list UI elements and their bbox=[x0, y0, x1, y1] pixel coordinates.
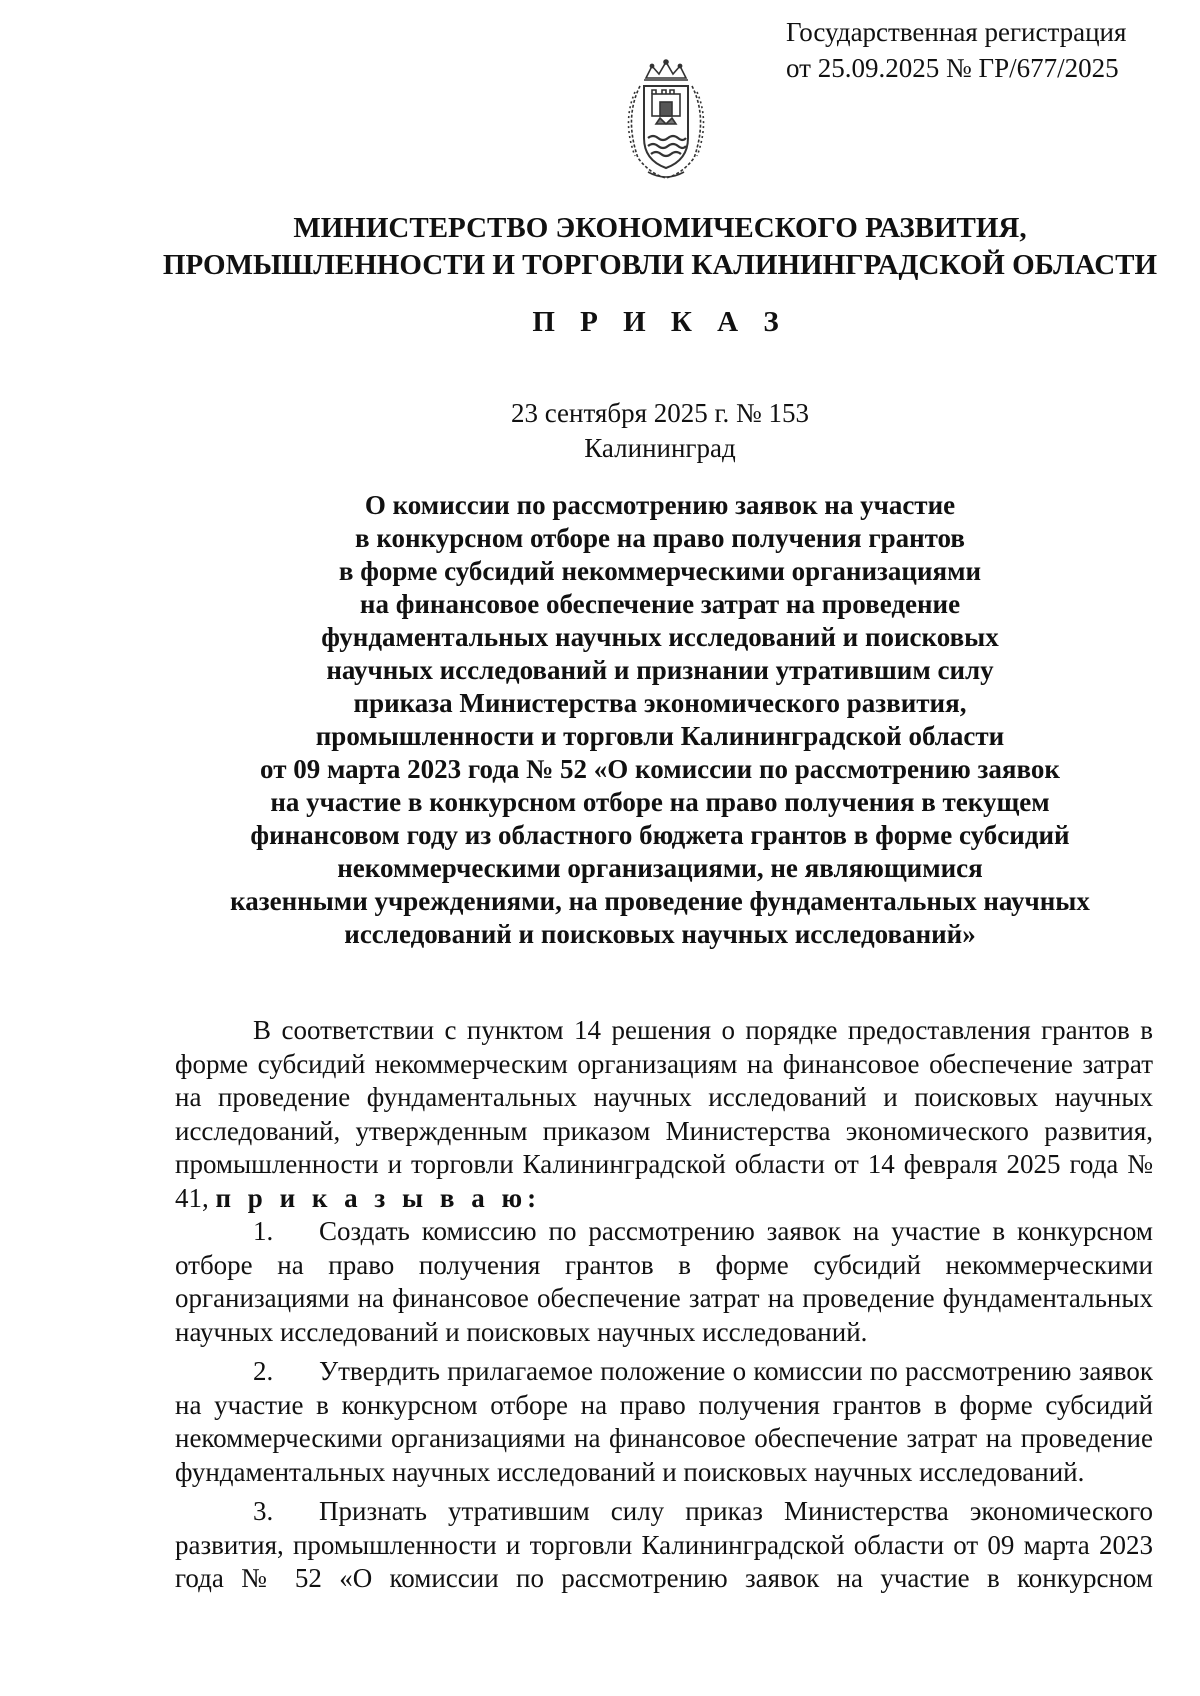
ministry-line-2: ПРОМЫШЛЕННОСТИ И ТОРГОВЛИ КАЛИНИНГРАДСКОЙ ОБЛАСТИ bbox=[162, 249, 1158, 281]
date-number: 23 сентября 2025 г. № 153 bbox=[510, 398, 810, 428]
preamble-paragraph bbox=[175, 1014, 1153, 1215]
subject-line: приказа Министерства экономического развития, bbox=[353, 688, 967, 718]
order-item-1 bbox=[175, 1215, 1153, 1349]
subject-line: фундаментальных научных исследований и поисковых bbox=[321, 622, 999, 652]
order-item-3 bbox=[175, 1495, 1153, 1596]
subject-line: научных исследований и признании утратившим силу bbox=[326, 655, 994, 685]
subject-line: в конкурсном отборе на право получения грантов bbox=[355, 523, 965, 553]
item-number: 1. bbox=[253, 1216, 274, 1246]
state-registration-block bbox=[786, 14, 1186, 86]
order-word: п р и к а з ы в а ю: bbox=[215, 1182, 542, 1213]
subject-line: О комиссии по рассмотрению заявок на участие bbox=[364, 490, 956, 520]
item-number: 2. bbox=[253, 1356, 274, 1386]
order-body bbox=[175, 1014, 1153, 1596]
coat-of-arms-icon bbox=[618, 58, 714, 182]
subject-line: на финансовое обеспечение затрат на проведение bbox=[359, 589, 961, 619]
subject-line: промышленности и торговли Калининградской области bbox=[315, 721, 1005, 751]
order-subject bbox=[60, 489, 1200, 951]
document-type: П Р И К А З bbox=[532, 306, 788, 338]
registration-line-2: от 25.09.2025 № ГР/677/2025 bbox=[786, 53, 1119, 83]
subject-line: на участие в конкурсном отборе на право получения в текущем bbox=[270, 787, 1050, 817]
subject-line: от 09 марта 2023 года № 52 «О комиссии по рассмотрению заявок bbox=[260, 754, 1060, 784]
subject-line: некоммерческими организациями, не являющимися bbox=[337, 853, 983, 883]
preamble-text: В соответствии с пунктом 14 решения о порядке предоставления грантов в форме субсидий некоммерческим организациям на финансовое обеспечение затрат на проведение фундаментальных научных исследований и поисковых научных исследований, утвержденным приказом Министерства экономического развития, промышленности и торговли Калининградской области от 14 февраля 2025 года № 41, bbox=[175, 1015, 1153, 1213]
item-text: Создать комиссию по рассмотрению заявок на участие в конкурсном отборе на право получения грантов в форме субсидий некоммерческими организациями на финансовое обеспечение затрат на проведение фундаментальных научных исследований и поисковых научных исследований. bbox=[175, 1216, 1153, 1347]
subject-line: исследований и поисковых научных исследований» bbox=[344, 919, 976, 949]
date-and-place bbox=[60, 396, 1200, 466]
city: Калининград bbox=[584, 433, 736, 463]
subject-line: казенными учреждениями, на проведение фундаментальных научных bbox=[230, 886, 1090, 916]
subject-line: в форме субсидий некоммерческими организациями bbox=[338, 556, 982, 586]
item-text: Утвердить прилагаемое положение о комиссии по рассмотрению заявок на участие в конкурсном отборе на право получения грантов в форме субсидий некоммерческими организациями на финансовое обеспечение затрат на проведение фундаментальных научных исследований и поисковых научных исследований. bbox=[175, 1356, 1153, 1487]
item-text: Признать утратившим силу приказ Министерства экономического развития, промышленности и торговли Калининградской области от 09 марта 2023 года № 52 «О комиссии по рассмотрению заявок на участие в конкурсном bbox=[175, 1496, 1153, 1593]
order-item-2 bbox=[175, 1355, 1153, 1489]
ministry-name bbox=[60, 210, 1200, 284]
registration-line-1: Государственная регистрация bbox=[786, 17, 1127, 47]
subject-line: финансовом году из областного бюджета грантов в форме субсидий bbox=[250, 820, 1070, 850]
ministry-line-1: МИНИСТЕРСТВО ЭКОНОМИЧЕСКОГО РАЗВИТИЯ, bbox=[293, 212, 1027, 244]
item-number: 3. bbox=[253, 1496, 274, 1526]
